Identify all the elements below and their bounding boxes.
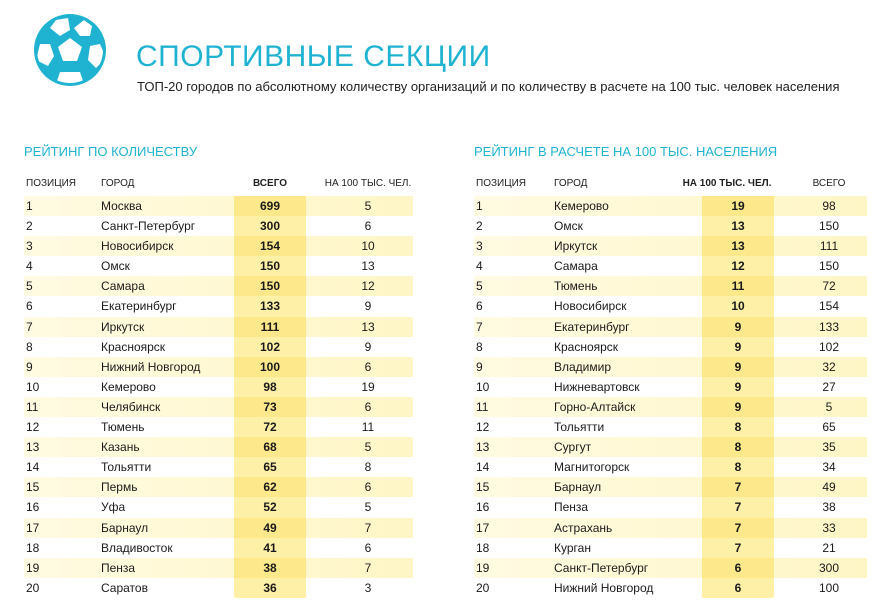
city-cell: Екатеринбург: [101, 299, 177, 314]
left-section-title: РЕЙТИНГ ПО КОЛИЧЕСТВУ: [24, 144, 198, 159]
total-cell: 35: [822, 440, 836, 455]
header-per100k: НА 100 ТЫС. ЧЕЛ.: [324, 178, 412, 189]
per100k-cell: 19: [731, 199, 745, 213]
table-row: [474, 377, 867, 397]
total-cell: 300: [259, 219, 281, 234]
position-cell: 18: [476, 540, 490, 555]
table-row: [24, 417, 413, 437]
city-cell: Нижний Новгород: [101, 359, 201, 374]
position-cell: 1: [26, 199, 33, 213]
city-cell: Тюмень: [554, 279, 598, 294]
table-row: [474, 337, 867, 357]
total-cell: 100: [818, 580, 840, 595]
table-row: [474, 236, 867, 256]
per100k-cell: 7: [364, 560, 372, 575]
table-row: [24, 578, 413, 598]
city-cell: Пенза: [554, 500, 589, 515]
city-cell: Кемерово: [554, 199, 609, 213]
page-title: СПОРТИВНЫЕ СЕКЦИИ: [136, 40, 491, 73]
position-cell: 5: [476, 279, 483, 294]
table-body: [24, 196, 413, 598]
position-cell: 8: [26, 339, 33, 354]
city-cell: Красноярск: [101, 339, 166, 354]
table-row: [474, 357, 867, 377]
position-cell: 19: [26, 560, 40, 575]
total-cell: 111: [260, 319, 280, 334]
city-cell: Омск: [101, 259, 130, 274]
position-cell: 8: [476, 339, 483, 354]
position-cell: 2: [476, 219, 483, 234]
table-row: [24, 236, 413, 256]
per100k-cell: 9: [734, 359, 742, 374]
total-cell: 150: [818, 219, 840, 234]
table-row: [24, 518, 413, 538]
table-row: [24, 357, 413, 377]
table-row: [24, 538, 413, 558]
table-row: [24, 477, 413, 497]
right-section-title: РЕЙТИНГ В РАСЧЕТЕ НА 100 ТЫС. НАСЕЛЕНИЯ: [474, 144, 778, 159]
position-cell: 10: [26, 379, 40, 394]
city-cell: Барнаул: [554, 480, 602, 495]
position-cell: 20: [26, 580, 40, 595]
per100k-cell: 6: [734, 560, 742, 575]
table-row: [474, 437, 867, 457]
per100k-cell: 6: [364, 359, 372, 374]
total-cell: 111: [819, 239, 839, 254]
city-cell: Саратов: [101, 580, 148, 595]
position-cell: 15: [26, 480, 40, 495]
total-cell: 49: [822, 480, 836, 495]
per100k-cell: 6: [364, 480, 372, 495]
per100k-cell: 9: [734, 399, 742, 414]
table-row: [474, 317, 867, 337]
per100k-cell: 6: [364, 540, 372, 555]
total-cell: 154: [818, 299, 840, 314]
position-cell: 16: [476, 500, 490, 515]
table-row: [24, 317, 413, 337]
per100k-cell: 13: [731, 239, 745, 254]
total-cell: 72: [263, 420, 277, 435]
total-cell: 49: [263, 520, 277, 535]
city-cell: Красноярск: [554, 339, 619, 354]
position-cell: 10: [476, 379, 490, 394]
position-cell: 5: [26, 279, 33, 294]
total-cell: 33: [822, 520, 836, 535]
page-subtitle: ТОП-20 городов по абсолютному количеству организаций и по количеству в расчете на 100 тыс. человек населения: [137, 79, 840, 94]
city-cell: Санкт-Петербург: [554, 560, 649, 575]
position-cell: 6: [476, 299, 483, 314]
position-cell: 11: [476, 399, 489, 414]
total-cell: 150: [259, 279, 281, 294]
city-cell: Казань: [101, 440, 140, 455]
table-row: [474, 538, 867, 558]
total-cell: 5: [825, 399, 833, 414]
table-row: [24, 196, 413, 216]
city-cell: Новосибирск: [554, 299, 627, 314]
position-cell: 17: [26, 520, 40, 535]
per100k-cell: 8: [364, 460, 372, 475]
position-cell: 12: [476, 420, 490, 435]
per100k-cell: 5: [364, 500, 372, 515]
position-cell: 15: [476, 480, 490, 495]
city-cell: Астрахань: [554, 520, 613, 535]
per100k-cell: 13: [731, 219, 745, 234]
table-row: [474, 477, 867, 497]
table-row: [24, 337, 413, 357]
total-cell: 68: [263, 440, 277, 455]
table-header: [474, 176, 867, 196]
total-cell: 65: [822, 420, 836, 435]
city-cell: Пенза: [101, 560, 136, 575]
table-row: [24, 558, 413, 578]
total-cell: 27: [822, 379, 836, 394]
total-cell: 133: [259, 299, 281, 314]
per100k-cell: 13: [361, 319, 375, 334]
position-cell: 3: [476, 239, 483, 254]
total-cell: 21: [822, 540, 836, 555]
total-cell: 102: [259, 339, 281, 354]
city-cell: Тольятти: [554, 420, 605, 435]
per100k-cell: 5: [364, 440, 372, 455]
total-cell: 38: [822, 500, 836, 515]
city-cell: Москва: [101, 199, 142, 213]
total-cell: 150: [818, 259, 840, 274]
per100k-cell: 8: [734, 460, 742, 475]
per100k-cell: 7: [734, 500, 742, 515]
city-cell: Курган: [554, 540, 591, 555]
rating-by-count-table: [24, 176, 413, 598]
table-row: [474, 296, 867, 316]
position-cell: 7: [476, 319, 483, 334]
city-cell: Тольятти: [101, 460, 152, 475]
table-row: [474, 457, 867, 477]
city-cell: Екатеринбург: [554, 319, 630, 334]
table-row: [24, 437, 413, 457]
table-row: [474, 518, 867, 538]
table-row: [474, 558, 867, 578]
per100k-cell: 9: [364, 299, 372, 314]
position-cell: 9: [26, 359, 33, 374]
city-cell: Нижневартовск: [554, 379, 640, 394]
city-cell: Магнитогорск: [554, 460, 630, 475]
per100k-cell: 10: [361, 239, 375, 254]
table-row: [24, 256, 413, 276]
total-cell: 133: [818, 319, 840, 334]
per100k-cell: 6: [734, 580, 742, 595]
total-cell: 98: [263, 379, 277, 394]
total-cell: 41: [263, 540, 277, 555]
table-row: [474, 397, 867, 417]
position-cell: 20: [476, 580, 490, 595]
city-cell: Самара: [554, 259, 598, 274]
per100k-cell: 6: [364, 399, 372, 414]
city-cell: Пермь: [101, 480, 138, 495]
position-cell: 12: [26, 420, 40, 435]
total-cell: 98: [822, 199, 836, 213]
city-cell: Самара: [101, 279, 145, 294]
table-row: [474, 578, 867, 598]
table-row: [24, 397, 413, 417]
city-cell: Уфа: [101, 500, 126, 515]
table-header: [24, 176, 413, 196]
position-cell: 2: [26, 219, 33, 234]
per100k-cell: 11: [361, 420, 375, 435]
total-cell: 100: [259, 359, 281, 374]
total-cell: 150: [259, 259, 281, 274]
city-cell: Владивосток: [101, 540, 173, 555]
per100k-cell: 12: [361, 279, 375, 294]
table-row: [474, 276, 867, 296]
total-cell: 34: [822, 460, 836, 475]
total-cell: 154: [259, 239, 281, 254]
total-cell: 72: [822, 279, 836, 294]
per100k-cell: 7: [734, 540, 742, 555]
header-position: ПОЗИЦИЯ: [26, 178, 76, 189]
position-cell: 13: [26, 440, 40, 455]
per100k-cell: 8: [734, 420, 742, 435]
city-cell: Горно-Алтайск: [554, 399, 636, 414]
total-cell: 52: [263, 500, 277, 515]
per100k-cell: 6: [364, 219, 372, 234]
header-total: ВСЕГО: [812, 178, 846, 189]
position-cell: 7: [26, 319, 33, 334]
position-cell: 19: [476, 560, 490, 575]
per100k-cell: 13: [361, 259, 375, 274]
position-cell: 18: [26, 540, 40, 555]
position-cell: 11: [26, 399, 39, 414]
total-cell: 300: [818, 560, 840, 575]
position-cell: 17: [476, 520, 490, 535]
city-cell: Челябинск: [101, 399, 161, 414]
table-row: [24, 497, 413, 517]
per100k-cell: 8: [734, 440, 742, 455]
position-cell: 14: [26, 460, 40, 475]
header-total: ВСЕГО: [252, 178, 288, 189]
city-cell: Сургут: [554, 440, 592, 455]
city-cell: Омск: [554, 219, 583, 234]
per100k-cell: 3: [364, 580, 372, 595]
position-cell: 6: [26, 299, 33, 314]
per100k-cell: 19: [361, 379, 375, 394]
header-city: ГОРОД: [101, 178, 135, 189]
total-cell: 62: [263, 480, 277, 495]
city-cell: Новосибирск: [101, 239, 174, 254]
city-cell: Иркутск: [554, 239, 598, 254]
table-row: [474, 497, 867, 517]
table-row: [24, 276, 413, 296]
total-cell: 65: [263, 460, 277, 475]
position-cell: 4: [476, 259, 483, 274]
table-row: [24, 457, 413, 477]
position-cell: 14: [476, 460, 490, 475]
total-cell: 102: [818, 339, 840, 354]
city-cell: Кемерово: [101, 379, 156, 394]
position-cell: 4: [26, 259, 33, 274]
city-cell: Барнаул: [101, 520, 149, 535]
total-cell: 38: [263, 560, 277, 575]
total-cell: 32: [822, 359, 836, 374]
per100k-cell: 5: [364, 199, 372, 213]
city-cell: Санкт-Петербург: [101, 219, 196, 234]
per100k-cell: 11: [731, 279, 745, 294]
per100k-cell: 9: [734, 379, 742, 394]
position-cell: 16: [26, 500, 40, 515]
table-row: [24, 216, 413, 236]
header-city: ГОРОД: [554, 178, 588, 189]
position-cell: 13: [476, 440, 490, 455]
table-row: [474, 417, 867, 437]
table-body: [474, 196, 867, 598]
per100k-cell: 9: [734, 319, 742, 334]
position-cell: 9: [476, 359, 483, 374]
city-cell: Владимир: [554, 359, 612, 374]
per100k-cell: 10: [731, 299, 745, 314]
per100k-cell: 9: [734, 339, 742, 354]
city-cell: Нижний Новгород: [554, 580, 654, 595]
per100k-cell: 7: [734, 480, 742, 495]
city-cell: Тюмень: [101, 420, 145, 435]
table-row: [474, 216, 867, 236]
per100k-cell: 7: [364, 520, 372, 535]
position-cell: 3: [26, 239, 33, 254]
rating-per-100k-table: [474, 176, 867, 598]
city-cell: Иркутск: [101, 319, 145, 334]
total-cell: 36: [263, 580, 277, 595]
position-cell: 1: [476, 199, 483, 213]
header-per100k: НА 100 ТЫС. ЧЕЛ.: [682, 178, 772, 189]
table-row: [24, 296, 413, 316]
per100k-cell: 12: [731, 259, 745, 274]
header-position: ПОЗИЦИЯ: [476, 178, 526, 189]
soccer-ball-icon: [20, 14, 120, 86]
total-cell: 73: [263, 399, 277, 414]
table-row: [474, 196, 867, 216]
per100k-cell: 7: [734, 520, 742, 535]
table-row: [474, 256, 867, 276]
total-cell: 699: [259, 199, 281, 213]
table-row: [24, 377, 413, 397]
per100k-cell: 9: [364, 339, 372, 354]
